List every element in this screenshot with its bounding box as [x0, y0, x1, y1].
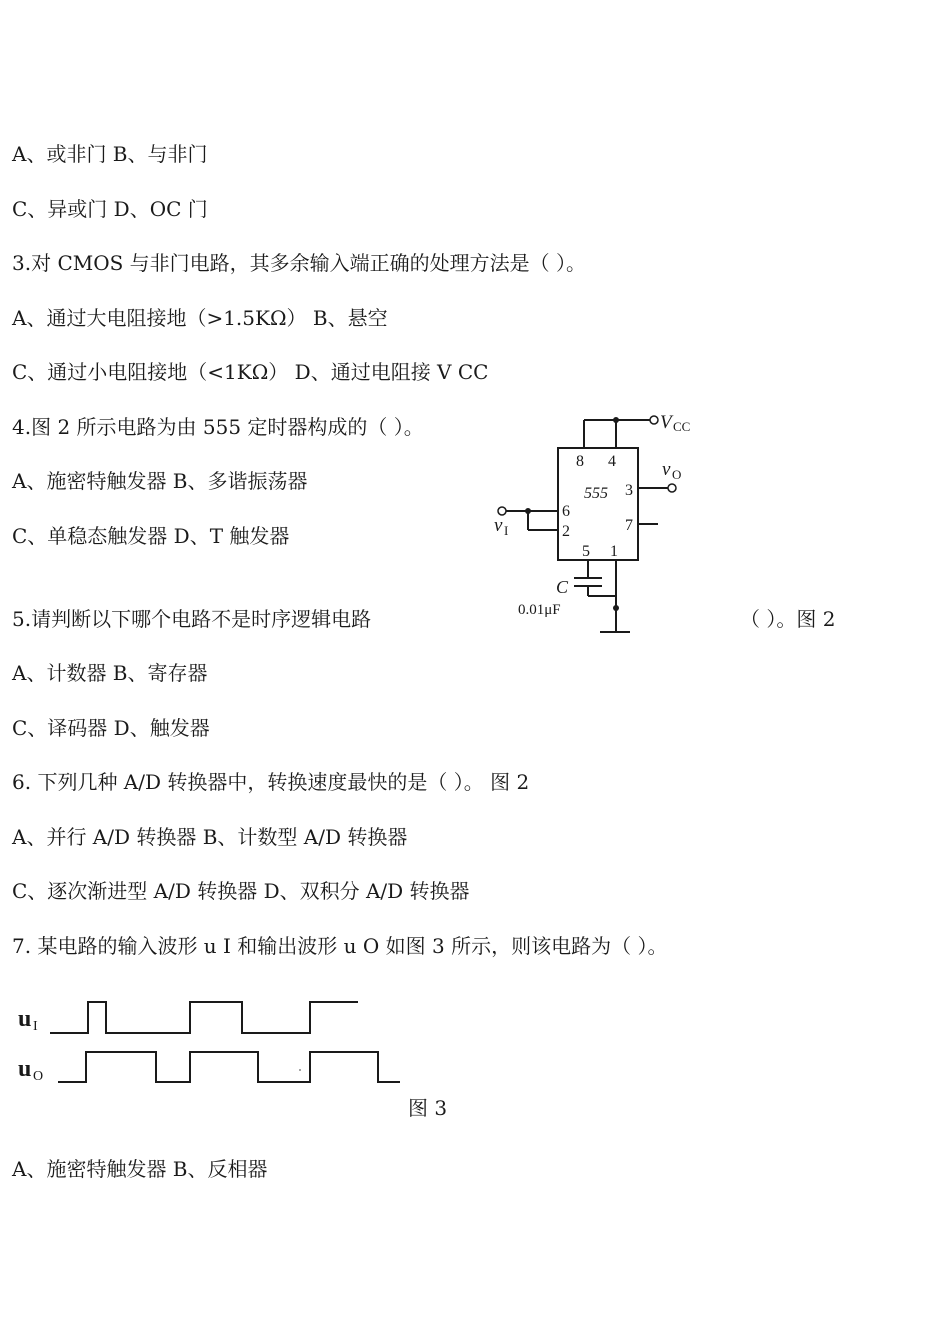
stray-dot [299, 1069, 301, 1071]
pin3-label: 3 [625, 482, 633, 499]
pin8-label: 8 [576, 453, 584, 470]
q5-question-tail: （ ）。图 2 [740, 607, 836, 631]
vo-subscript: O [672, 467, 682, 482]
ui-waveform [50, 1002, 358, 1033]
q4-question: 4.图 2 所示电路为由 555 定时器构成的（ ）。 [12, 415, 424, 439]
q3-question: 3.对 CMOS 与非门电路，其多余输入端正确的处理方法是（ ）。 [12, 251, 587, 275]
vcc-terminal [650, 416, 658, 424]
ground-junction-dot [613, 605, 619, 611]
vo-label: v [662, 459, 671, 480]
q5-options-cd: C、译码器 D、触发器 [12, 716, 210, 740]
q6-options-cd: C、逐次渐进型 A/D 转换器 D、双积分 A/D 转换器 [12, 879, 470, 903]
chip-label: 555 [584, 485, 608, 502]
capacitor-label: C [556, 577, 569, 597]
vcc-subscript: CC [673, 419, 691, 434]
pin6-label: 6 [562, 503, 570, 520]
vi-subscript: I [504, 523, 509, 538]
pin7-label: 7 [625, 517, 633, 534]
q7-question: 7. 某电路的输入波形 u I 和输出波形 u O 如图 3 所示，则该电路为（ ）。 [12, 934, 668, 958]
uo-subscript: O [33, 1069, 44, 1084]
input-junction-dot [525, 508, 531, 514]
vo-terminal [668, 484, 676, 492]
uo-waveform [58, 1052, 400, 1082]
pin2-label: 2 [562, 523, 570, 540]
pin5-label: 5 [582, 543, 590, 560]
q6-question: 6. 下列几种 A/D 转换器中，转换速度最快的是（ ）。 图 2 [12, 770, 530, 794]
fig3-waveforms [10, 990, 430, 1100]
vi-terminal [498, 507, 506, 515]
q6-options-ab: A、并行 A/D 转换器 B、计数型 A/D 转换器 [12, 825, 408, 849]
uo-label: u [18, 1056, 32, 1082]
fig2-555-circuit [480, 400, 720, 650]
vcc-junction-dot [613, 417, 619, 423]
q3-options-cd: C、通过小电阻接地（<1KΩ） D、通过电阻接 V CC [12, 360, 489, 384]
q2-options-cd: C、异或门 D、OC 门 [12, 197, 208, 221]
q7-options-ab: A、施密特触发器 B、反相器 [12, 1157, 268, 1181]
chip-body [558, 448, 638, 560]
q5-options-ab: A、计数器 B、寄存器 [12, 661, 208, 685]
q3-options-ab: A、通过大电阻接地（>1.5KΩ） B、悬空 [12, 306, 388, 330]
vi-label: v [494, 515, 503, 536]
ui-label: u [18, 1006, 32, 1032]
pin1-label: 1 [610, 543, 618, 560]
q4-options-ab: A、施密特触发器 B、多谐振荡器 [12, 469, 308, 493]
q2-options-ab: A、或非门 B、与非门 [12, 142, 208, 166]
pin4-label: 4 [608, 453, 616, 470]
q4-options-cd: C、单稳态触发器 D、T 触发器 [12, 524, 290, 548]
fig3-caption: 图 3 [408, 1096, 448, 1120]
vcc-label: V [660, 412, 672, 433]
capacitor-value: 0.01μF [518, 602, 561, 618]
q5-question: 5.请判断以下哪个电路不是时序逻辑电路 [12, 607, 372, 631]
ui-subscript: I [33, 1019, 38, 1034]
